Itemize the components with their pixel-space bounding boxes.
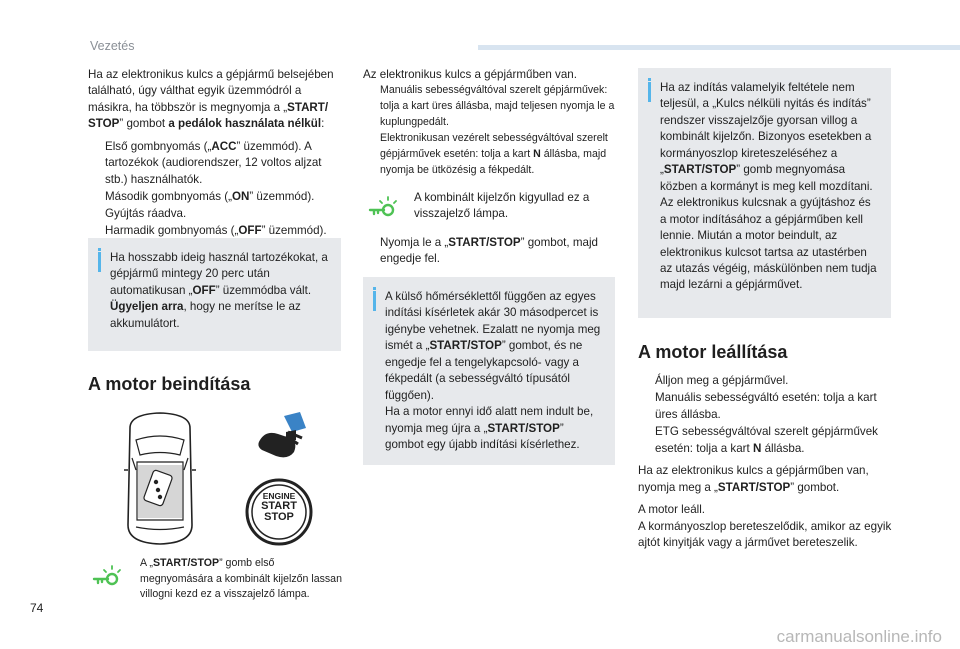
col3-para-engine-off-2: A kormányoszlop bereteszelődik, amikor az egyik ajtót kinyitják vagy a járművet bereteszelik.	[638, 519, 892, 550]
start-label: START	[261, 499, 297, 512]
column-1	[88, 67, 343, 241]
list-item: Manuális sebességváltó esetén: tolja a kart üres állásba.	[655, 391, 877, 421]
col3-para-press: Ha az elektronikus kulcs a gépjárműben van, nyomja meg a „START/STOP” gombot.	[638, 464, 869, 494]
page-number: 74	[30, 601, 44, 615]
info-icon	[648, 82, 651, 102]
column-2	[363, 67, 623, 179]
section-title-stop: A motor leállítása	[638, 342, 788, 362]
car-top-view-illustration	[110, 410, 210, 548]
list-item: Nyomja le a „START/STOP” gombot, majd engedje fel.	[380, 236, 598, 266]
hand-key-icon	[252, 410, 322, 462]
list-item: Álljon meg a gépjárművel.	[655, 374, 789, 387]
col2-intro: Az elektronikus kulcs a gépjárműben van.	[363, 68, 577, 81]
col3-para-engine-off-1: A motor leáll.	[638, 503, 706, 517]
key-lamp-icon	[366, 196, 398, 220]
col2-bullet-press	[363, 235, 618, 269]
col1-intro: Ha az elektronikus kulcs a gépjármű belsejében található, úgy válthat egyik üzemmódról a másikra, ha többször is megnyomja a „START/ STOP” gombot a pedálok használata nélkül:	[88, 68, 334, 131]
section-header: Vezetés	[90, 39, 135, 53]
stop-label: STOP	[264, 511, 294, 524]
info-icon	[373, 291, 376, 311]
info-note-accessories: Ha hosszabb ideig használ tartozékokat, a gépjármű mintegy 20 perc után automatikusan „OFF” üzemmódba vált. Ügyeljen arra, hogy ne merítse le az akkumulátort.	[88, 238, 341, 351]
col2-bullets	[363, 83, 623, 178]
list-item: ETG sebességváltóval szerelt gépjárművek esetén: tolja a kart N állásba.	[655, 425, 878, 455]
info-note-conditions: Ha az indítás valamelyik feltétele nem teljesül, a „Kulcs nélküli nyitás és indítás” rendszer visszajelzője gyorsan villog a kombinált kijelzőn. Bizonyos esetekben a kormányoszlop kireteszeléséhez a „START/STOP” gomb megnyomása közben a kormányt is meg kell mozdítani. Az elektronikus kulcsnak a gyújtáshoz és a motor indításához a gépjárműben kell lennie. Miután a motor beindult, az elektronikus kulcsot tartsa az utastérben az utazás végéig, máskülönben nem tudja majd lezárni a gépjárművet.	[638, 68, 891, 318]
engine-button-label	[245, 492, 313, 524]
col3-bullets	[638, 373, 896, 457]
info-icon-dot	[98, 248, 101, 251]
info-icon-dot	[373, 287, 376, 290]
list-item: Második gombnyomás („ON” üzemmód). Gyújtás ráadva.	[105, 190, 315, 220]
col1-bullets	[88, 139, 343, 240]
engine-label: ENGINE	[262, 491, 296, 501]
info-note-start-attempts: A külső hőmérséklettől függően az egyes indítási kísérletek akár 30 másodpercet is igénybe vehetnek. Ezalatt ne nyomja meg ismét a „START/STOP” gombot, és ne engedje fel a tengelykapcsoló- vagy a fékpedált (a sebességváltó típusától függően). Ha a motor ennyi idő alatt nem indult be, nyomja meg újra a „START/STOP” gombot egy újabb indítási kísérlethez.	[363, 277, 615, 465]
section-title-start: A motor beindítása	[88, 374, 251, 394]
list-item: Elektronikusan vezérelt sebességváltóval szerelt gépjárművek esetén: tolja a kart N állásba, majd nyomja be ütközésig a fékpedált.	[380, 132, 608, 176]
list-item: Harmadik gombnyomás („OFF” üzemmód).	[105, 224, 327, 238]
lamp-caption: A „START/STOP” gomb első megnyomására a kombinált kijelzőn lassan villogni kezd ez a visszajelző lámpa.	[140, 557, 342, 601]
lamp-lit-text: A kombinált kijelzőn kigyullad ez a visszajelző lámpa.	[414, 191, 590, 221]
info-icon	[98, 252, 101, 272]
key-warning-lamp-icon	[90, 565, 122, 589]
list-item: Első gombnyomás („ACC” üzemmód). A tartozékok (audiorendszer, 12 voltos aljzat stb.) használhatók.	[105, 139, 322, 186]
column-3	[638, 373, 896, 552]
header-bar	[478, 45, 960, 50]
info-icon-dot	[648, 78, 651, 81]
watermark: carmanualsonline.info	[776, 627, 942, 646]
list-item: Manuális sebességváltóval szerelt gépjárművek: tolja a kart üres állásba, majd teljesen nyomja le a kuplungpedált.	[380, 84, 615, 128]
